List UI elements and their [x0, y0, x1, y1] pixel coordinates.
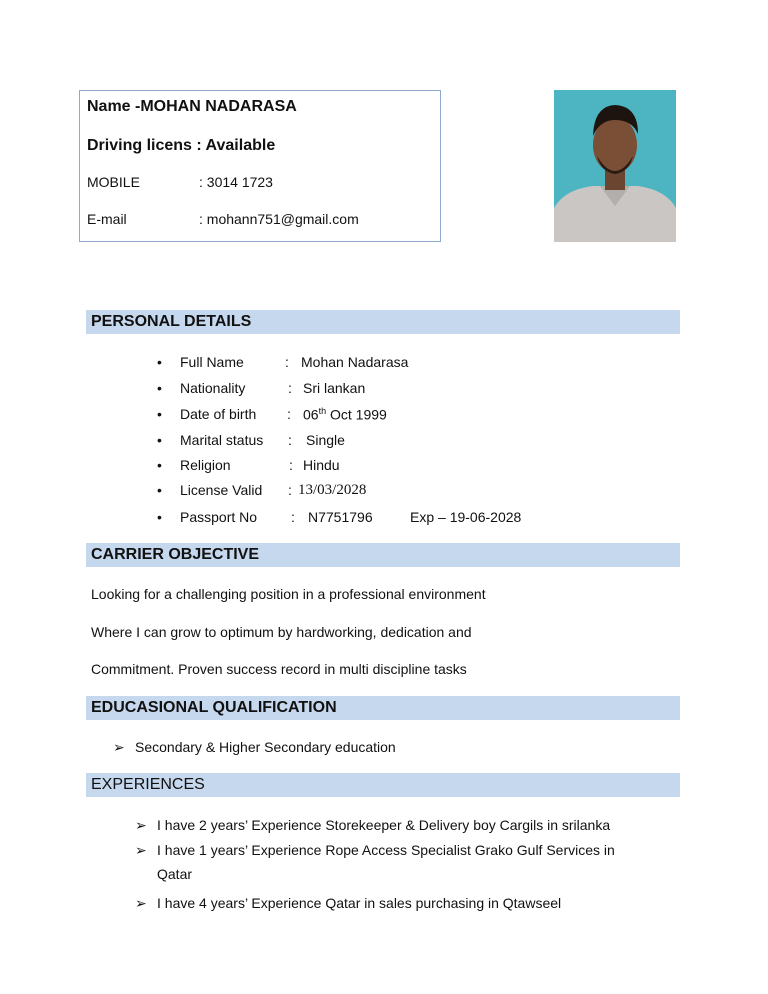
detail-separator: :	[288, 380, 292, 396]
detail-separator: :	[288, 432, 292, 448]
driving-licence-line: Driving licens : Available	[87, 137, 276, 154]
passport-expiry: Exp – 19-06-2028	[410, 509, 522, 525]
objective-line: Looking for a challenging position in a professional environment	[91, 586, 486, 602]
objective-line: Commitment. Proven success record in multi discipline tasks	[91, 661, 467, 677]
detail-separator: :	[285, 354, 289, 370]
detail-label: Nationality	[180, 380, 246, 396]
personal-details-header	[86, 310, 680, 334]
section-title: PERSONAL DETAILS	[91, 313, 252, 330]
detail-value: Sri lankan	[303, 380, 366, 396]
profile-photo	[554, 90, 676, 242]
person-silhouette-icon	[554, 90, 676, 242]
experience-text: Qatar	[157, 866, 193, 882]
section-title: EXPERIENCES	[91, 776, 205, 793]
detail-separator: :	[289, 457, 293, 473]
education-text: Secondary & Higher Secondary education	[135, 739, 396, 755]
detail-separator: :	[291, 509, 295, 525]
bullet-icon: •	[157, 432, 162, 448]
detail-label: License Valid	[180, 482, 263, 498]
detail-label: Religion	[180, 457, 231, 473]
experience-text: I have 2 years’ Experience Storekeeper & Delivery boy Cargils in srilanka	[157, 817, 611, 833]
experience-text: I have 4 years’ Experience Qatar in sales purchasing in Qtawseel	[157, 895, 562, 911]
bullet-icon: •	[157, 482, 162, 498]
detail-value: Mohan Nadarasa	[301, 354, 409, 370]
detail-label: Passport No	[180, 509, 258, 525]
detail-value: 13/03/2028	[298, 482, 367, 498]
bullet-icon: •	[157, 380, 162, 396]
detail-label: Full Name	[180, 354, 244, 370]
arrow-bullet-icon: ➢	[135, 895, 147, 911]
detail-label: Date of birth	[180, 406, 257, 422]
email-label: E-mail	[87, 211, 127, 227]
education-header	[86, 696, 680, 720]
section-title: EDUCASIONAL QUALIFICATION	[91, 699, 337, 716]
bullet-icon: •	[157, 406, 162, 422]
ordinal-suffix: th	[318, 406, 327, 416]
bullet-icon: •	[157, 457, 162, 473]
bullet-icon: •	[157, 354, 162, 370]
mobile-value: : 3014 1723	[199, 174, 273, 190]
bullet-icon: •	[157, 509, 162, 525]
arrow-bullet-icon: ➢	[135, 817, 147, 833]
objective-line: Where I can grow to optimum by hardworking, dedication and	[91, 624, 472, 640]
experiences-header	[86, 773, 680, 797]
detail-value: 06th Oct 1999	[303, 406, 387, 423]
email-value: : mohann751@gmail.com	[199, 211, 359, 227]
arrow-bullet-icon: ➢	[135, 842, 147, 858]
mobile-label: MOBILE	[87, 174, 140, 190]
detail-separator: :	[287, 406, 291, 422]
section-title: CARRIER OBJECTIVE	[91, 546, 260, 563]
arrow-bullet-icon: ➢	[113, 739, 125, 755]
detail-separator: :	[288, 482, 292, 498]
experience-text: I have 1 years’ Experience Rope Access Specialist Grako Gulf Services in	[157, 842, 615, 858]
carrier-objective-header	[86, 543, 680, 567]
candidate-name: Name -MOHAN NADARASA	[87, 98, 297, 115]
detail-label: Marital status	[180, 432, 264, 448]
detail-value: N7751796	[308, 509, 373, 525]
detail-value: Single	[306, 432, 345, 448]
contact-box	[79, 90, 441, 242]
detail-value: Hindu	[303, 457, 340, 473]
